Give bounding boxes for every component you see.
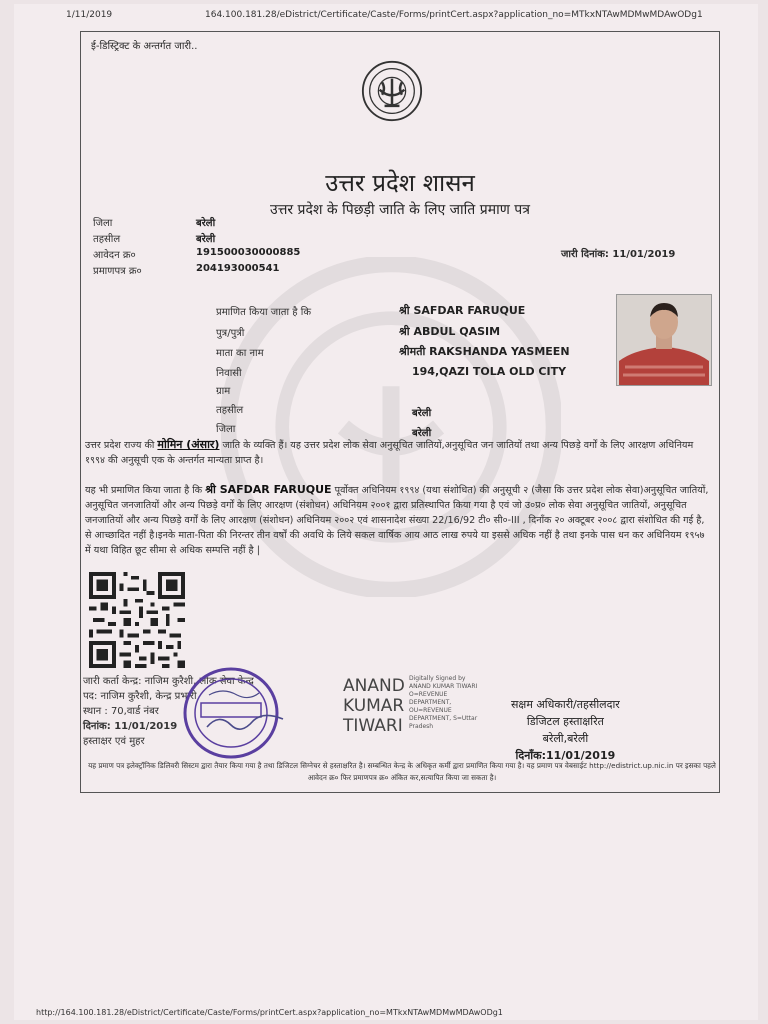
father-name: श्री ABDUL QASIM	[399, 325, 501, 338]
tehsil-value: बरेली	[196, 234, 216, 245]
print-url: 164.100.181.28/eDistrict/Certificate/Caste/Forms/printCert.aspx?application_no=MTkxNTAwMDMwMDAwODg1	[205, 10, 703, 20]
issue-date: जारी दिनांक: 11/01/2019	[561, 249, 676, 260]
certificate-no-label: प्रमाणपत्र क्र०	[93, 266, 142, 277]
caste-statement: उत्तर प्रदेश राज्य की मोमिन (अंसार) जाति के व्यक्ति हैं। यह उत्तर प्रदेश लोक सेवा अनुसूचित जातियों,अनुसूचित जन जातियों तथा अन्य पिछड़े वर्गों के लिए आरक्षण अधिनियम १९९४ की अनुसूची एक के अन्तर्गत मान्यता प्राप्त है।	[85, 438, 694, 466]
residence-label: निवासी	[216, 368, 242, 379]
issuer-date: दिनांक: 11/01/2019	[83, 721, 178, 732]
certificate	[80, 31, 720, 793]
competent-authority: सक्षम अधिकारी/तहसीलदार डिजिटल हस्ताक्षरित बरेली,बरेली दिनाँक:11/01/2019	[511, 698, 620, 762]
residence-value: 194,QAZI TOLA OLD CITY	[412, 365, 567, 378]
issuer-signature-label: हस्ताक्षर एवं मुहर	[83, 736, 145, 747]
mother-label: माता का नाम	[216, 348, 264, 359]
title-sub: उत्तर प्रदेश के पिछड़ी जाति के लिए जाति प्रमाण पत्र	[270, 202, 530, 218]
person-tehsil-label: तहसील	[216, 405, 244, 416]
eligibility-applicant-name: श्री SAFDAR FARUQUE	[205, 483, 332, 496]
district-value: बरेली	[196, 218, 216, 229]
edistrict-note: ई-डिस्ट्रिक्ट के अन्तर्गत जारी..	[91, 41, 198, 52]
certify-label: प्रमाणित किया जाता है कि	[216, 307, 312, 318]
title-main: उत्तर प्रदेश शासन	[325, 169, 475, 197]
tehsil-label: तहसील	[93, 234, 121, 245]
village-label: ग्राम	[216, 386, 231, 397]
seal-stamp-icon	[179, 665, 294, 760]
applicant-photo	[616, 294, 712, 386]
applicant-name: श्री SAFDAR FARUQUE	[399, 304, 526, 317]
issuer-center: जारी कर्ता केन्द्र: नाजिम कुरैशी, लोक सेवा केन्द्र	[83, 676, 254, 687]
signer-name: ANAND KUMAR TIWARI	[343, 676, 405, 736]
issuer-place: स्थान : 70,वार्ड नंबर	[83, 706, 159, 717]
person-district-value: बरेली	[412, 428, 432, 439]
print-date: 1/11/2019	[66, 10, 113, 20]
application-no-label: आवेदन क्र०	[93, 250, 136, 261]
district-label: जिला	[93, 218, 113, 229]
father-label: पुत्र/पुत्री	[216, 328, 245, 339]
eligibility-statement: यह भी प्रमाणित किया जाता है कि श्री SAFDAR FARUQUE पूर्वोक्त अधिनियम १९९४ (यथा संशोधित) की अनुसूची २ (जैसा कि उत्तर प्रदेश लोक सेवा)अनुसूचित जातियों, अनुसूचित जनजातियों और अन्य पिछड़े वर्गों के लिए आरक्षण (संशोधन) अधिनियम २००१ द्वारा प्रतिस्थापित किया गया है एवं जो उ०प्र० लोक सेवा अनुसूचित जातियों, अनुसूचित जनजातियों और अन्य पिछड़े वर्गों के लिए आरक्षण (संशोधन) अधिनियम २००२ एवं शासनादेश संख्या 22/16/92 टी० सी०-III , दिनाँक २० अक्टूबर २००८ द्वारा संशोधित की गई है, से आच्छादित नहीं है।इनके माता-पिता की निरन्तर तीन वर्षों की अवधि के लिये सकल वार्षिक आय आठ लाख रुपये या इससे अधिक नहीं है तथा इनके पास धन कर अधिनियम १९५७ में यथा विहित छूट सीमा से अधिक सम्पत्ति नहीं है |	[85, 483, 709, 556]
certificate-no-value: 204193000541	[196, 263, 280, 274]
person-district-label: जिला	[216, 424, 236, 435]
person-tehsil-value: बरेली	[412, 408, 432, 419]
issuer-post: पद: नाजिम कुरैशी, केन्द्र प्रभारी	[83, 691, 197, 702]
print-footer-url: http://164.100.181.28/eDistrict/Certificate/Caste/Forms/printCert.aspx?application_no=MTkxNTAwMDMwMDAwODg1	[36, 1008, 503, 1017]
application-no-value: 191500030000885	[196, 247, 301, 258]
qr-code	[89, 572, 185, 668]
digital-signature-details: Digitally Signed by ANAND KUMAR TIWARI O=REVENUE DEPARTMENT, OU=REVENUE DEPARTMENT, S=Uttar Pradesh	[409, 675, 478, 730]
up-emblem-icon	[361, 60, 423, 122]
caste-name: मोमिन (अंसार)	[157, 438, 220, 451]
verification-note: यह प्रमाण पत्र इलेक्ट्रॉनिक डिलिवरी सिस्टम द्वारा तैयार किया गया है तथा डिजिटल सिग्नेचर से हस्ताक्षरित है। सम्बन्धित केन्द्र के अधिकृत कर्मी द्वारा प्रमाणित किया गया है। यह प्रमाण पत्र वेबसाईट http://edistrict.up.nic.in पर इसका पहले आवेदन क्र० फिर प्रमाणपत्र क्र० अंकित कर,सत्यापित किया जा सकता है।	[88, 761, 716, 782]
mother-name: श्रीमती RAKSHANDA YASMEEN	[399, 345, 570, 358]
